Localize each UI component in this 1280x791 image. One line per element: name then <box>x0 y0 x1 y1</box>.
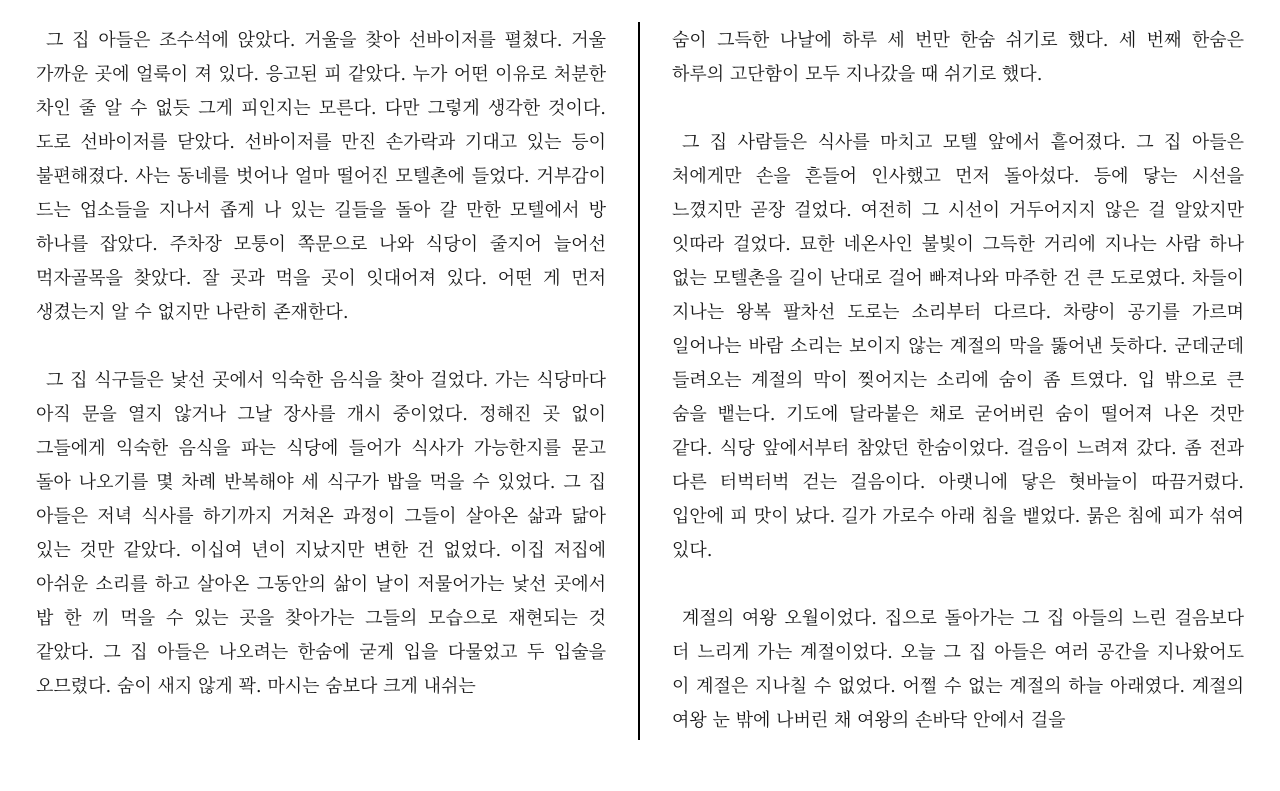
paragraph: 그 집 아들은 조수석에 앉았다. 거울을 찾아 선바이저를 펼쳤다. 거울 가까운 곳에 얼룩이 져 있다. 응고된 피 같았다. 누가 어떤 이유로 처분한 차인 줄 알 수 없듯 그게 피인지는 모른다. 다만 그렇게 생각한 것이다. 도로 선바이저를 닫았다. 선바이저를 만진 손가락과 기대고 있는 등이 불편해졌다. 사는 동네를 벗어나 얼마 떨어진 모텔촌에 들었다. 거부감이 드는 업소들을 지나서 좁게 나 있는 길들을 돌아 갈 만한 모텔에서 방 하나를 잡았다. 주차장 모퉁이 쪽문으로 나와 식당이 줄지어 늘어선 먹자골목을 찾았다. 잘 곳과 먹을 곳이 잇대어져 있다. 어떤 게 먼저 생겼는지 알 수 없지만 나란히 존재한다. <box>36 30 606 323</box>
paragraph: 숨이 그득한 나날에 하루 세 번만 한숨 쉬기로 했다. 세 번째 한숨은 하루의 고단함이 모두 지나갔을 때 쉬기로 했다. <box>672 30 1244 85</box>
paragraph: 계절의 여왕 오월이었다. 집으로 돌아가는 그 집 아들의 느린 걸음보다 더 느리게 가는 계절이었다. 오늘 그 집 아들은 여러 공간을 지나왔어도 이 계절은 지나칠 수 없었다. 어쩔 수 없는 계절의 하늘 아래였다. 계절의 여왕 눈 밖에 나버린 채 여왕의 손바닥 안에서 걸을 <box>672 608 1244 731</box>
paragraph-gap <box>672 568 1244 602</box>
paragraph: 그 집 식구들은 낯선 곳에서 익숙한 음식을 찾아 걸었다. 가는 식당마다 아직 문을 열지 않거나 그날 장사를 개시 중이었다. 정해진 곳 없이 그들에게 익숙한 음식을 파는 식당에 들어가 식사가 가능한지를 묻고 돌아 나오기를 몇 차례 반복해야 세 식구가 밥을 먹을 수 있었다. 그 집 아들은 저녁 식사를 하기까지 거쳐온 과정이 그들이 살아온 삶과 닮아 있는 것만 같았다. 이십여 년이 지났지만 변한 건 없었다. 이집 저집에 아쉬운 소리를 하고 살아온 그동안의 삶이 날이 저물어가는 낯선 곳에서 밥 한 끼 먹을 수 있는 곳을 찾아가는 그들의 모습으로 재현되는 것 같았다. 그 집 아들은 나오려는 한숨에 굳게 입을 다물었고 두 입술을 오므렸다. 숨이 새지 않게 꽉. 마시는 숨보다 크게 내쉬는 <box>36 370 606 697</box>
left-column <box>36 24 606 704</box>
right-column <box>672 24 1244 738</box>
paragraph-gap <box>36 330 606 364</box>
column-divider <box>638 22 640 740</box>
paragraph-gap <box>672 92 1244 126</box>
paragraph: 그 집 사람들은 식사를 마치고 모텔 앞에서 흩어졌다. 그 집 아들은 처에게만 손을 흔들어 인사했고 먼저 돌아섰다. 등에 닿는 시선을 느꼈지만 곧장 걸었다. 여전히 그 시선이 거두어지지 않은 걸 알았지만 잇따라 걸었다. 묘한 네온사인 불빛이 그득한 거리에 지나는 사람 하나 없는 모텔촌을 길이 난대로 걸어 빠져나와 마주한 건 큰 도로였다. 차들이 지나는 왕복 팔차선 도로는 소리부터 다르다. 차량이 공기를 가르며 일어나는 바람 소리는 보이지 않는 계절의 막을 뚫어낸 듯하다. 군데군데 들려오는 계절의 막이 찢어지는 소리에 숨이 좀 트였다. 입 밖으로 큰 숨을 뱉는다. 기도에 달라붙은 채로 굳어버린 숨이 떨어져 나온 것만 같다. 식당 앞에서부터 참았던 한숨이었다. 걸음이 느려져 갔다. 좀 전과 다른 터벅터벅 걷는 걸음이다. 아랫니에 닿은 혓바늘이 따끔거렸다. 입안에 피 맛이 났다. 길가 가로수 아래 침을 뱉었다. 묽은 침에 피가 섞여 있다. <box>672 132 1244 561</box>
